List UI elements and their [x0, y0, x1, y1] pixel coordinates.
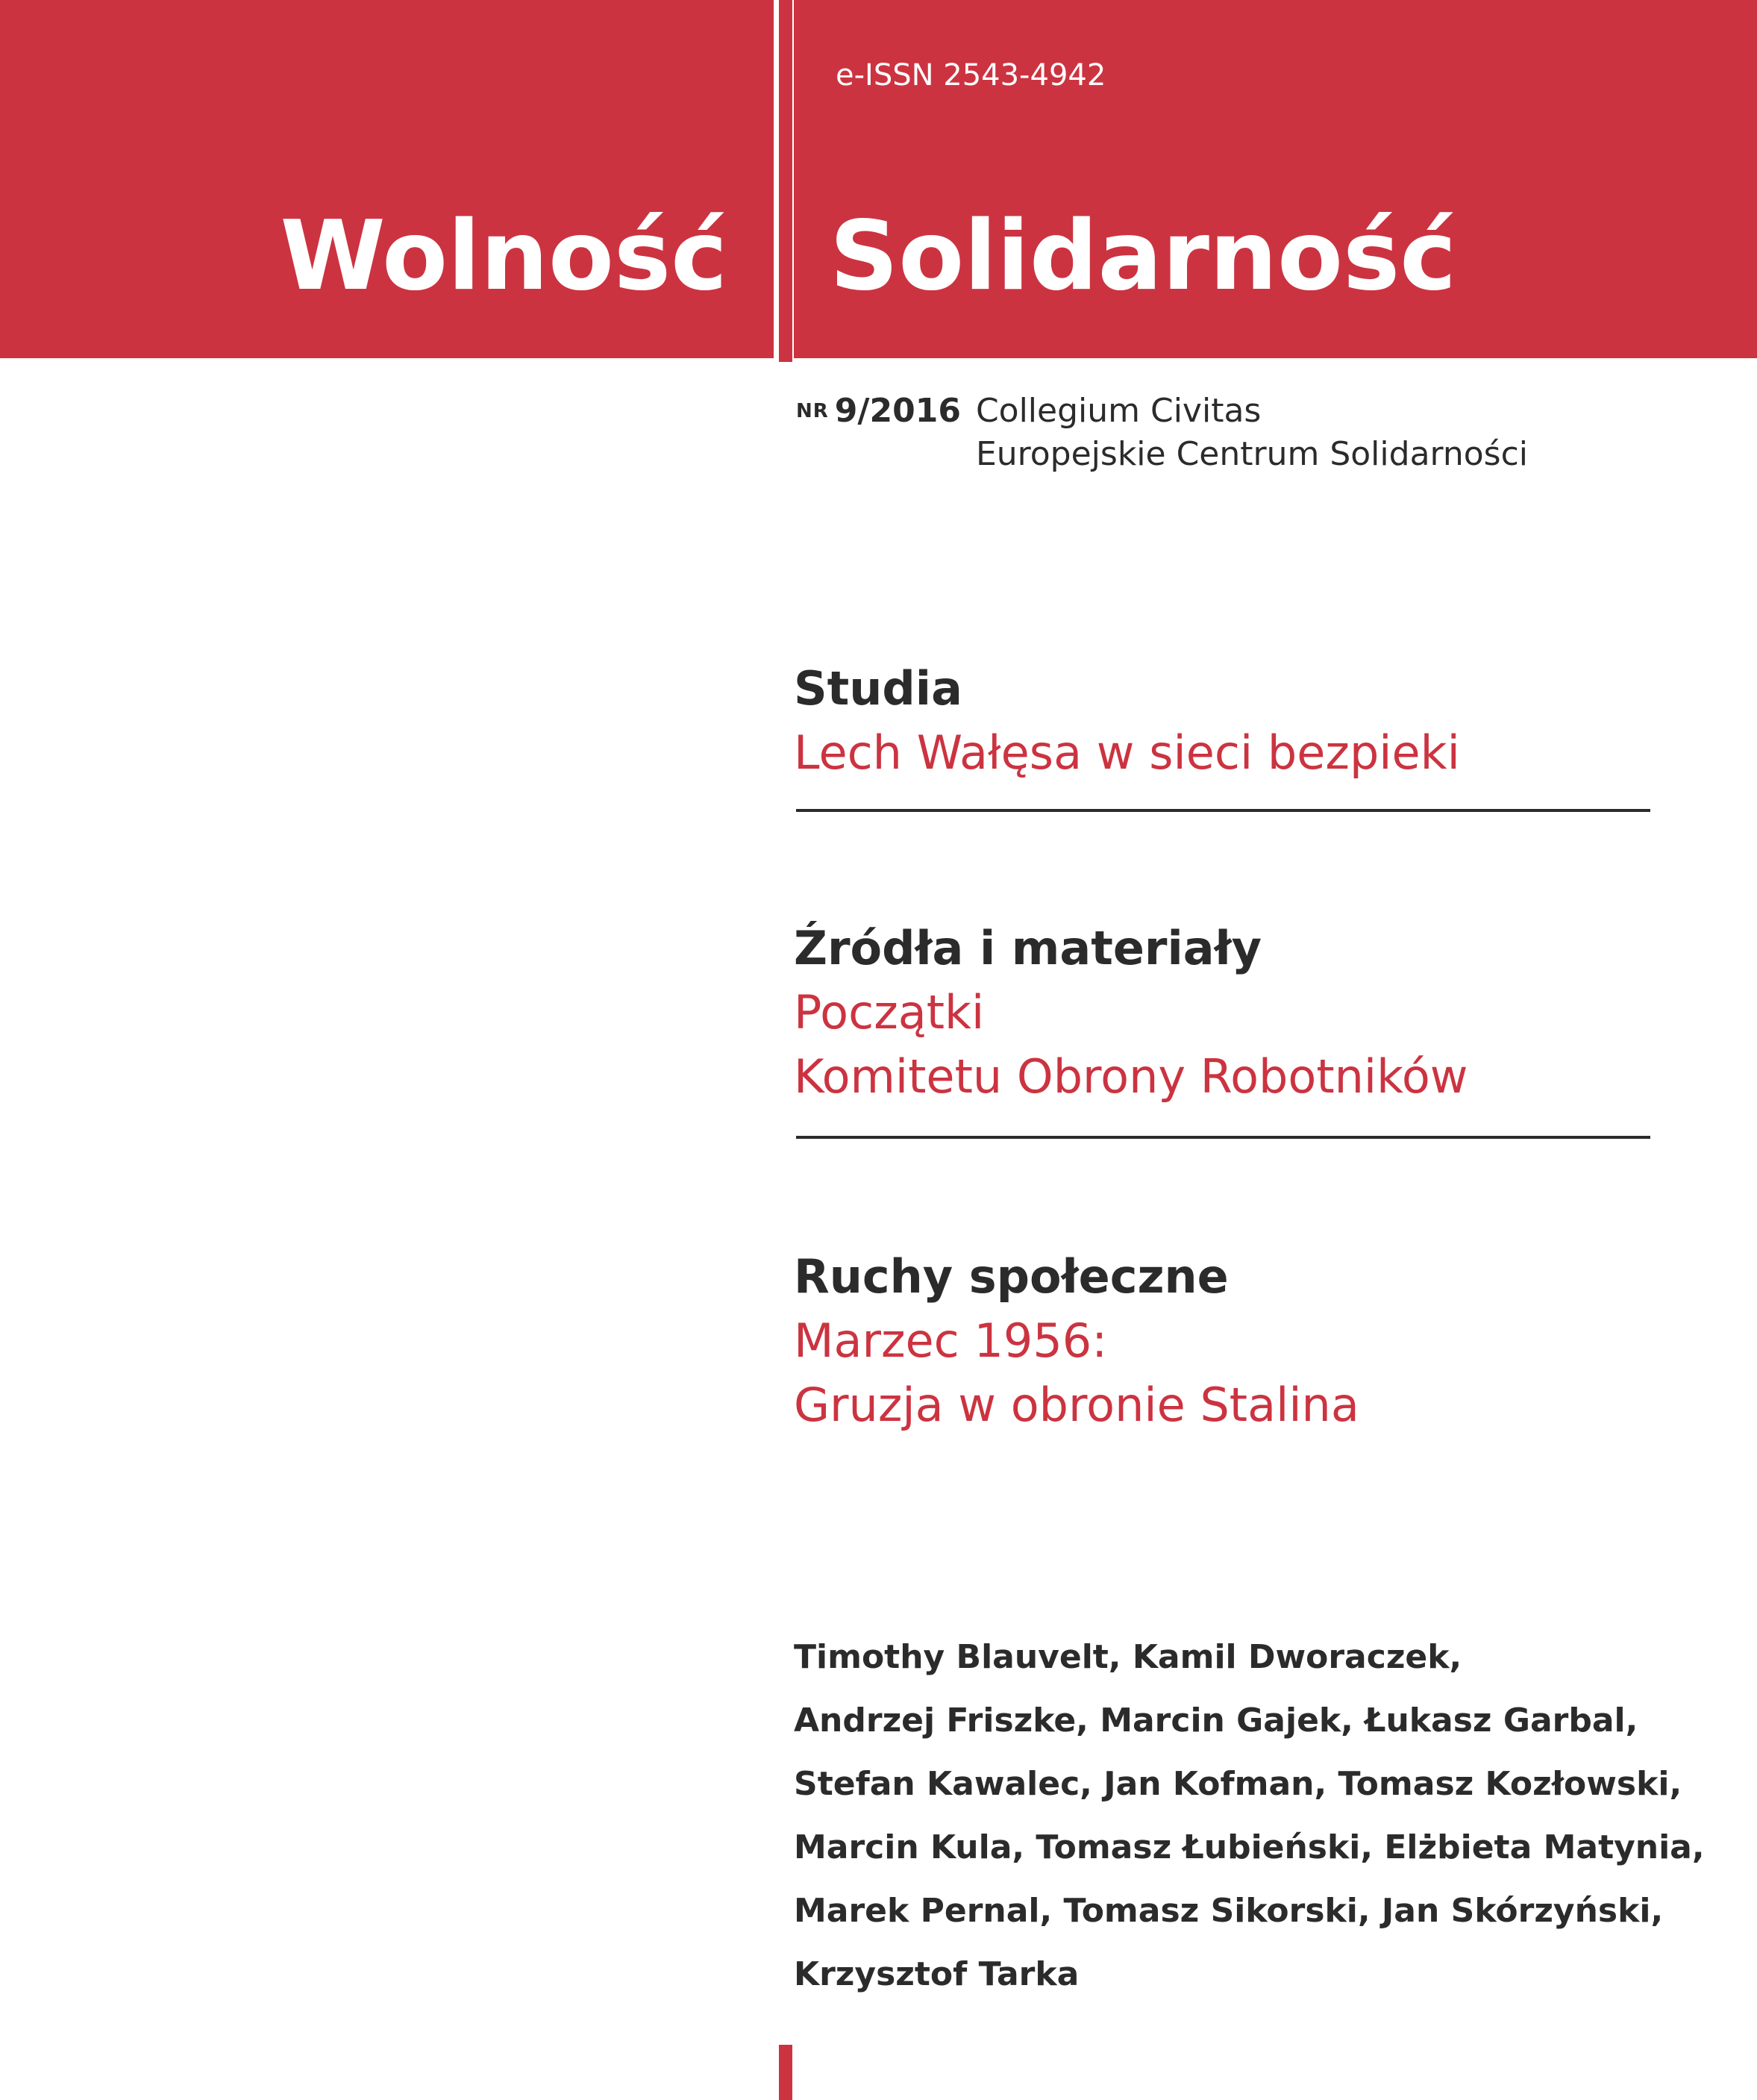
- publisher-name: Collegium Civitas: [975, 392, 1262, 430]
- journal-title-solidarnosc: Solidarność: [830, 201, 1457, 312]
- section-studia: [794, 657, 1652, 785]
- section-heading: Źródła i materiały: [794, 921, 1262, 975]
- section-article-title: Początki: [794, 985, 985, 1040]
- section-article-title: Lech Wałęsa w sieci bezpieki: [794, 725, 1460, 780]
- authors-line: Andrzej Friszke, Marcin Gajek, Łukasz Garbal,: [794, 1701, 1638, 1740]
- authors-line: Timothy Blauvelt, Kamil Dworaczek,: [794, 1638, 1462, 1676]
- section-divider: [796, 1136, 1650, 1139]
- vertical-divider-bar: [779, 0, 792, 362]
- issue-nr-label: NR: [796, 400, 829, 422]
- authors-line: Stefan Kawalec, Jan Kofman, Tomasz Kozłowski,: [794, 1765, 1682, 1803]
- section-zrodla: [794, 916, 1652, 1109]
- issue-number: 9/2016: [834, 392, 961, 430]
- section-article-title: Komitetu Obrony Robotników: [794, 1049, 1468, 1104]
- authors-line: Marek Pernal, Tomasz Sikorski, Jan Skórzyński,: [794, 1892, 1664, 1930]
- authors-list: [794, 1625, 1705, 2006]
- section-article-title: Marzec 1956:: [794, 1313, 1108, 1368]
- section-heading: Ruchy społeczne: [794, 1249, 1229, 1304]
- section-heading: Studia: [794, 661, 962, 716]
- section-ruchy: [794, 1245, 1652, 1437]
- vertical-divider-bar-bottom: [779, 2045, 792, 2100]
- section-divider: [796, 809, 1650, 812]
- issue-info: [796, 390, 1528, 476]
- publisher-name: Europejskie Centrum Solidarności: [975, 435, 1528, 473]
- publishers: [976, 390, 1528, 476]
- authors-line: Krzysztof Tarka: [794, 1955, 1080, 1993]
- authors-line: Marcin Kula, Tomasz Łubieński, Elżbieta Matynia,: [794, 1828, 1705, 1866]
- issn-label: e-ISSN 2543-4942: [836, 58, 1106, 93]
- section-article-title: Gruzja w obronie Stalina: [794, 1378, 1359, 1432]
- journal-title-wolnosc: Wolność: [280, 201, 727, 312]
